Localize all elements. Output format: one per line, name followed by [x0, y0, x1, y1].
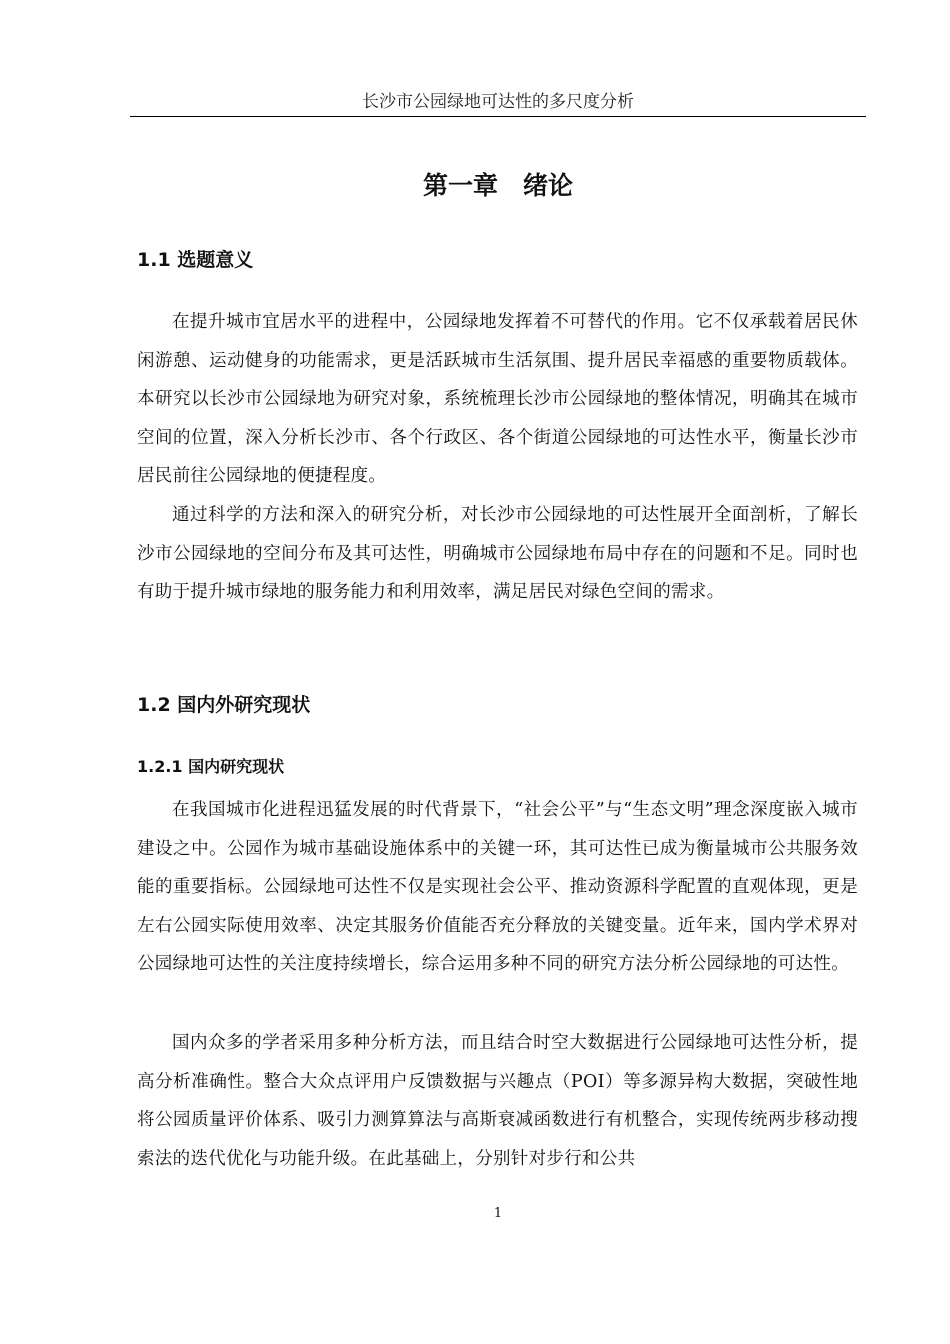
paragraph: 在我国城市化进程迅猛发展的时代背景下，“社会公平”与“生态文明”理念深度嵌入城市建设之中。公园作为城市基础设施体系中的关键一环，其可达性已成为衡量城市公共服务效能的重要指标。公园绿地可达性不仅是实现社会公平、推动资源科学配置的直观体现，更是左右公园实际使用效率、决定其服务价值能否充分释放的关键变量。近年来，国内学术界对公园绿地可达性的关注度持续增长，综合运用多种不同的研究方法分析公园绿地的可达性。	[137, 800, 858, 975]
paragraph: 国内众多的学者采用多种分析方法，而且结合时空大数据进行公园绿地可达性分析，提高分析准确性。整合大众点评用户反馈数据与兴趣点（POI）等多源异构大数据，突破性地将公园质量评价体系、吸引力测算算法与高斯衰减函数进行有机整合，实现传统两步移动搜索法的迭代优化与功能升级。在此基础上，分别针对步行和公共	[137, 1033, 858, 1169]
chapter-title: 第一章 绪论	[422, 171, 573, 200]
page-number: 1	[493, 1206, 503, 1221]
running-header: 长沙市公园绿地可达性的多尺度分析	[362, 92, 634, 112]
subsection-heading-1-2-1: 1.2.1 国内研究现状	[137, 757, 285, 776]
paragraph: 在提升城市宜居水平的进程中，公园绿地发挥着不可替代的作用。它不仅承载着居民休闲游憩、运动健身的功能需求，更是活跃城市生活氛围、提升居民幸福感的重要物质载体。本研究以长沙市公园绿地为研究对象，系统梳理长沙市公园绿地的整体情况，明确其在城市空间的位置，深入分析长沙市、各个行政区、各个街道公园绿地的可达性水平，衡量长沙市居民前往公园绿地的便捷程度。	[137, 312, 858, 487]
header-divider	[130, 116, 866, 117]
section-heading-1-1: 1.1 选题意义	[137, 249, 254, 271]
section-heading-1-2: 1.2 国内外研究现状	[137, 694, 311, 716]
paragraph: 通过科学的方法和深入的研究分析，对长沙市公园绿地的可达性展开全面剖析，了解长沙市公园绿地的空间分布及其可达性，明确城市公园绿地布局中存在的问题和不足。同时也有助于提升城市绿地的服务能力和利用效率，满足居民对绿色空间的需求。	[137, 505, 858, 603]
